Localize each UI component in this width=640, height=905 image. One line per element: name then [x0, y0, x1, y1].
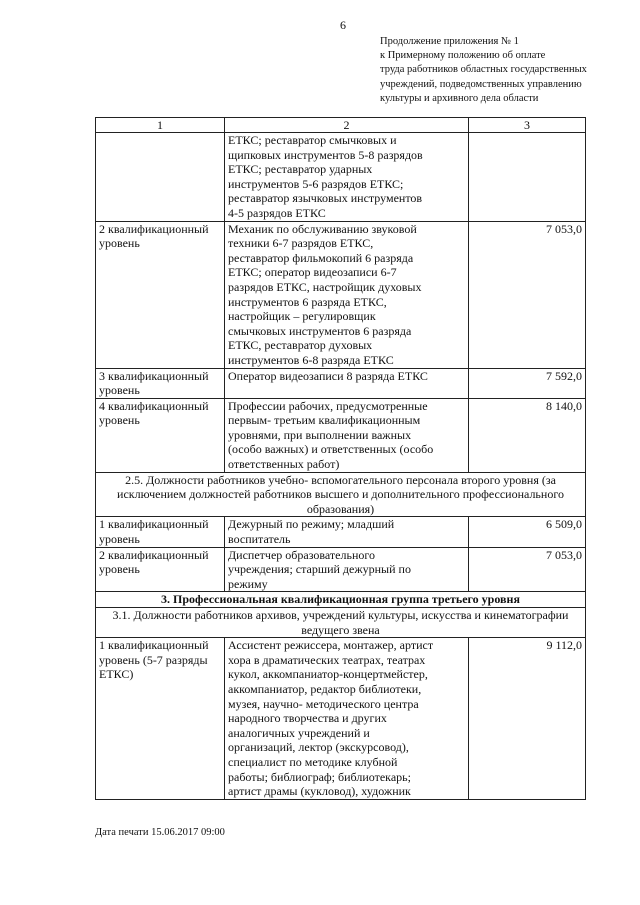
positions-line: аккомпаниатор, редактор библиотеки,	[228, 681, 422, 696]
positions-line: инструментов 5-6 разрядов ЕТКС;	[228, 176, 404, 191]
qualification-level-cell	[96, 221, 225, 368]
positions-cell	[225, 368, 469, 398]
positions-line: ЕТКС; оператор видеозаписи 6-7	[228, 265, 397, 280]
table-row	[96, 368, 586, 398]
page-number: 6	[340, 18, 346, 32]
qualification-level-cell	[96, 398, 225, 472]
positions-line: хора в драматических театрах, театрах	[228, 652, 426, 667]
positions-line: щипковых инструментов 5-8 разрядов	[228, 147, 423, 162]
salary-cell	[469, 133, 586, 222]
positions-line: ЕТКС, реставратор духовых	[228, 338, 373, 353]
salary-table	[95, 117, 586, 800]
positions-line: учреждения; старший дежурный по	[228, 562, 411, 577]
qualification-level-line: уровень	[99, 413, 140, 428]
positions-line: реставратор язычковых инструментов	[228, 191, 423, 206]
positions-cell	[225, 547, 469, 592]
positions-line: Дежурный по режиму; младший	[228, 517, 395, 532]
qualification-level-cell	[96, 368, 225, 398]
qualification-level-line: 1 квалификационный	[99, 517, 209, 532]
positions-line: ЕТКС; реставратор смычковых и	[228, 133, 397, 147]
qualification-level-line: уровень	[99, 532, 140, 547]
qualification-level-line: уровень	[99, 383, 140, 398]
column-number-row	[96, 118, 586, 133]
subgroup-heading-row	[96, 608, 586, 638]
qualification-level-line: уровень	[99, 562, 140, 577]
positions-line: организаций, лектор (экскурсовод),	[228, 740, 409, 755]
positions-line: работы; библиограф; библиотекарь;	[228, 769, 411, 784]
heading-line: исключением должностей работников высшего и дополнительного профессионального	[117, 487, 564, 502]
positions-line: народного творчества и других	[228, 711, 387, 726]
heading-line: 3.1. Должности работников архивов, учреждений культуры, искусства и кинематографии	[112, 608, 569, 622]
salary-cell: 7 053,0	[469, 547, 586, 592]
table-row	[96, 547, 586, 592]
qualification-level-cell	[96, 638, 225, 800]
positions-line: Оператор видеозаписи 8 разряда ЕТКС	[228, 368, 428, 383]
qualification-level-line: 4 квалификационный	[99, 398, 209, 413]
appendix-header-line: труда работников областных государственных	[380, 64, 587, 76]
group-heading	[96, 592, 586, 608]
heading-line: ведущего звена	[301, 622, 380, 637]
subgroup-heading-row	[96, 472, 586, 517]
salary-cell: 7 053,0	[469, 221, 586, 368]
heading-line: 2.5. Должности работников учебно- вспомогательного персонала второго уровня (за	[125, 472, 556, 487]
heading-line: образования)	[306, 501, 375, 516]
heading-line: 3. Профессиональная квалификационная группа третьего уровня	[161, 592, 520, 607]
positions-line: режиму	[228, 576, 268, 591]
positions-line: Профессии рабочих, предусмотренные	[228, 398, 428, 413]
positions-line: аналогичных учреждений и	[228, 725, 370, 740]
subgroup-heading	[96, 608, 586, 638]
qualification-level-line: уровень (5-7 разряды	[99, 652, 208, 667]
positions-line: инструментов 6-8 разряда ЕТКС	[228, 352, 394, 367]
qualification-level-cell	[96, 517, 225, 547]
positions-line: Механик по обслуживанию звуковой	[228, 221, 417, 236]
appendix-header	[380, 35, 630, 106]
column-number: 2	[225, 118, 469, 133]
qualification-level-line: уровень	[99, 236, 140, 251]
positions-cell	[225, 638, 469, 800]
positions-line: Ассистент режиссера, монтажер, артист	[228, 638, 434, 653]
salary-cell: 6 509,0	[469, 517, 586, 547]
positions-cell	[225, 221, 469, 368]
positions-line: специалист по методике клубной	[228, 754, 398, 769]
positions-cell	[225, 517, 469, 547]
salary-cell: 7 592,0	[469, 368, 586, 398]
positions-line: кукол, аккомпаниатор-концертмейстер,	[228, 667, 428, 682]
positions-line: (особо важных) и ответственных (особо	[228, 442, 434, 457]
positions-line: воспитатель	[228, 532, 291, 547]
positions-line: ответственных работ)	[228, 457, 340, 472]
appendix-header-line: культуры и архивного дела области	[380, 92, 539, 104]
positions-line: уровнями, при выполнении важных	[228, 427, 412, 442]
table-row	[96, 638, 586, 800]
table-row	[96, 398, 586, 472]
positions-cell	[225, 133, 469, 222]
qualification-level-line: ЕТКС)	[99, 667, 134, 682]
column-number: 3	[469, 118, 586, 133]
qualification-level-cell	[96, 547, 225, 592]
group-heading-row	[96, 592, 586, 608]
positions-line: техники 6-7 разрядов ЕТКС,	[228, 236, 374, 251]
qualification-level-line: 2 квалификационный	[99, 547, 209, 562]
qualification-level-line: 2 квалификационный	[99, 221, 209, 236]
subgroup-heading	[96, 472, 586, 517]
qualification-level-line: 1 квалификационный	[99, 638, 209, 653]
positions-line: инструментов 6 разряда ЕТКС,	[228, 294, 387, 309]
print-date: Дата печати 15.06.2017 09:00	[95, 827, 225, 838]
positions-line: смычковых инструментов 6 разряда	[228, 323, 412, 338]
qualification-level-line: 3 квалификационный	[99, 368, 209, 383]
positions-line: настройщик – регулировщик	[228, 309, 376, 324]
positions-line: артист драмы (кукловод), художник	[228, 784, 411, 799]
appendix-header-line: к Примерному положению об оплате	[380, 50, 546, 62]
positions-cell	[225, 398, 469, 472]
positions-line: ЕТКС; реставратор ударных	[228, 162, 373, 177]
qualification-level-cell	[96, 133, 225, 222]
table-row	[96, 221, 586, 368]
salary-table-body	[96, 118, 586, 800]
appendix-header-line: Продолжение приложения № 1	[380, 36, 519, 47]
positions-line: 4-5 разрядов ЕТКС	[228, 205, 326, 220]
salary-cell: 8 140,0	[469, 398, 586, 472]
positions-line: Диспетчер образовательного	[228, 547, 375, 562]
table-row	[96, 517, 586, 547]
positions-line: первым- третьим квалификационным	[228, 413, 421, 428]
positions-line: музея, научно- методического центра	[228, 696, 419, 711]
column-number: 1	[96, 118, 225, 133]
positions-line: разрядов ЕТКС, настройщик духовых	[228, 279, 422, 294]
table-row	[96, 133, 586, 222]
salary-cell: 9 112,0	[469, 638, 586, 800]
positions-line: реставратор фильмокопий 6 разряда	[228, 250, 414, 265]
appendix-header-line: учреждений, подведомственных управлению	[380, 78, 582, 90]
